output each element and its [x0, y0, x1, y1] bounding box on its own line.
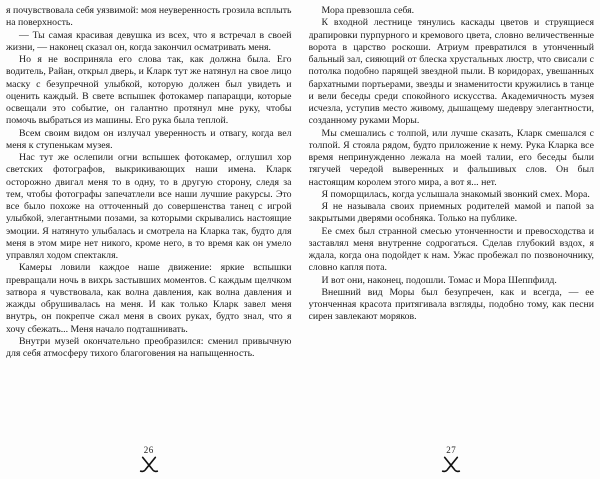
- paragraph: Нас тут же ослепили огни вспышек фотокамер, оглушил хор светских фотографов, выкрикивающих наши имена. Кларк осторожно двигал меня то в одну, то в другую сторону, следя за тем, чтобы фотографы запечатлели все наши лучшие ракурсы. Это все было похоже на отточенный до совершенства танец с игрой улыбкой, элегантными позами, за которыми скрывались настоящие эмоции. Я натянуто улыбалась и смотрела на Кларка так, будто для меня в этом мире нет никого, кроме него, в то время как он умело управлял ходом спектакля.: [6, 152, 292, 261]
- page-left-text: [6, 5, 292, 443]
- paragraph: Ее смех был странной смесью утонченности и превосходства и заставлял меня внутренне содрогаться. Сделав глубокий вздох, я ждала, когда она подойдет к нам. Ужас пробежал по позвоночнику, словно капля пота.: [308, 225, 594, 274]
- crossed-hockey-sticks-icon: [138, 456, 160, 475]
- paragraph: Я не называла своих приемных родителей мамой и папой за закрытыми дверями особняка. Только на публике.: [308, 201, 594, 225]
- page-number-right: 27: [446, 445, 457, 455]
- page-left-footer: [6, 443, 292, 479]
- paragraph: К входной лестнице тянулись каскады цветов и струящиеся драпировки пурпурного и кремового цвета, словно величественные ворота в царство роскоши. Атриум превратился в утонченный бальный зал, сияющий от блеска хрустальных люстр, что свисали с потолка подобно парящей звездной пыли. В коридорах, увешанных бархатными портьерами, звезды и знаменитости кружились в танце и вели беседы среди спокойного искусства. Академичность музея исчезла, уступив место живому, дышащему шедевру элегантности, созданному руками Моры.: [308, 17, 594, 127]
- page-right-text: [309, 5, 595, 443]
- paragraph: Камеры ловили каждое наше движение: яркие вспышки превращали ночь в вихрь застывших моментов. С каждым щелчком затвора я чувствовала, как волна давления, как волна давления и жажды обрушивалась на меня. И как только Кларк завел меня внутрь, он покрепче сжал меня в своих руках, будто знал, что я хочу сбежать... Меня начало подташнивать.: [6, 262, 292, 335]
- paragraph: Мора превзошла себя.: [321, 5, 415, 16]
- page-right-footer: [309, 443, 595, 479]
- paragraph: Всем своим видом он излучал уверенность и отвагу, когда вел меня к ступенькам музея.: [6, 127, 292, 151]
- paragraph: я почувствовала себя уязвимой: моя неуверенность грозила всплыть на поверхность.: [6, 5, 292, 29]
- page-number-left: 26: [143, 445, 154, 455]
- page-right: [309, 5, 595, 479]
- paragraph: Мы смешались с толпой, или лучше сказать, Кларк смешался с толпой. Я стояла рядом, будто приложение к нему. Рука Кларка все время непринужденно лежала на моей талии, его беседы были тягучей чередой выверенных и фальшивых слов. Он был настоящим королем этого мира, а вот я... нет.: [308, 127, 594, 188]
- paragraph-dialogue: — Ты самая красивая девушка из всех, что я встречал в своей жизни, — наконец сказал он, когда закончил осматривать меня.: [6, 29, 292, 53]
- page-left: [6, 5, 292, 479]
- paragraph: Внешний вид Моры был безупречен, как и всегда, — ее утонченная красота притягивала взгляды, подобно тому, как песни сирен завлекают моряков.: [308, 286, 594, 323]
- crossed-hockey-sticks-icon: [440, 456, 462, 475]
- paragraph: И вот они, наконец, подошли. Томас и Мора Шеппфилд.: [321, 274, 557, 286]
- paragraph: Внутри музей окончательно преобразился: сменил привычную для себя атмосферу тихого благоговения на напыщенность.: [6, 335, 292, 359]
- paragraph: Но я не восприняла его слова так, как должна была. Его водитель, Райан, открыл дверь, и Кларк тут же натянул на свое лицо маску с безупречной улыбкой, которую должен был увидеть и оценить каждый. В свете вспышек фотокамер папарацци, которые освещали это событие, он галантно протянул мне руку, чтобы помочь выбраться из машины. Его рука была теплой.: [6, 54, 292, 127]
- paragraph: Я поморщилась, когда услышала знакомый звонкий смех. Мора.: [321, 188, 590, 200]
